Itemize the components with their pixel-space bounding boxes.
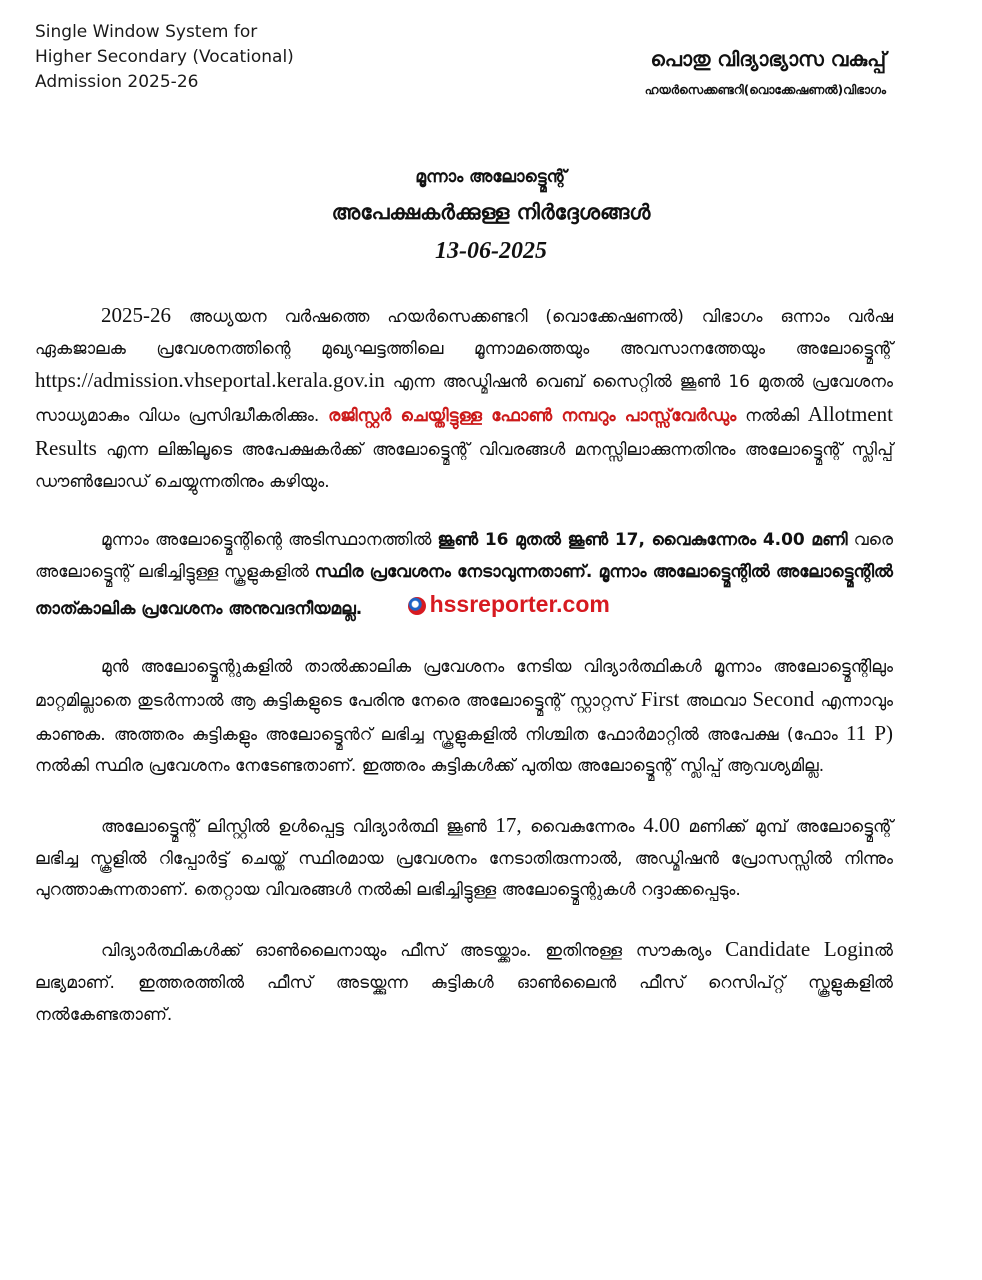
deadline-time: 4.00 (643, 812, 680, 837)
allotment-results-link[interactable]: Allotment Results (35, 402, 893, 460)
system-title-line-1: Single Window System for (35, 22, 258, 42)
allotment-title: മൂന്നാം അലോട്ട്മെന്റ് (415, 167, 567, 187)
status-first: First (640, 686, 680, 711)
p1-text-b: എന്ന അഡ്മിഷൻ വെബ് സൈറ്റിൽ ജൂൺ 16 മുതൽ പ്രവേശനം സാധ്യമാകും വിധം പ്രസിദ്ധീകരിക്കും. (35, 372, 894, 427)
form-number: 11 P) (845, 720, 893, 745)
admission-url[interactable]: https://admission.vhseportal.kerala.gov.in (35, 368, 385, 393)
paragraph-3 (35, 652, 893, 783)
p3-text-a: മുൻ അലോട്ട്മെന്റുകളിൽ താൽക്കാലിക പ്രവേശനം നേടിയ വിദ്യാർത്ഥികൾ മൂന്നാം അലോട്ട്മെന്റിലും മാറ്റമില്ലാതെ തുടർന്നാൽ ആ കുട്ടികളുടെ പേരിനു നേരെ അലോട്ട്മെന്റ് സ്റ്റാറ്റസ് (35, 657, 893, 711)
system-title-line-3: Admission 2025-26 (35, 72, 199, 92)
p1-text-a: അധ്യയന വർഷത്തെ ഹയർസെക്കണ്ടറി (വൊക്കേഷണൽ) വിഭാഗം ഒന്നാം വർഷ ഏകജാലക പ്രവേശനത്തിന്റെ മുഖ്യഘട്ടത്തിലെ മൂന്നാമത്തെയും അവസാനത്തേയും അലോട്ട്മെന്റ് (35, 307, 893, 359)
watermark (408, 589, 610, 621)
candidate-login-link[interactable]: Candidate Login (725, 937, 875, 962)
paragraph-4 (35, 810, 893, 907)
department-block (645, 44, 886, 102)
status-second: Second (752, 686, 815, 711)
p5-text-a: വിദ്യാർത്ഥികൾക്ക് ഓൺലൈനായും ഫീസ് അടയ്ക്കാം. ഇതിനുള്ള സൗകര്യം (101, 941, 712, 962)
academic-year: 2025-26 (101, 303, 171, 327)
system-title-line-2: Higher Secondary (Vocational) (35, 47, 294, 67)
sub-department-name: ഹയർസെക്കണ്ടറി(വൊക്കേഷണൽ)വിഭാഗം (644, 83, 886, 97)
credentials-highlight: രജിസ്റ്റർ ചെയ്തിട്ടുള്ള ഫോൺ നമ്പറും പാസ്സ്‌വേർഡും (328, 406, 737, 427)
p1-text-d: എന്ന ലിങ്കിലൂടെ അപേക്ഷകർക്ക് അലോട്ട്മെന്റ് വിവരങ്ങൾ മനസ്സിലാക്കുന്നതിനും അലോട്ട്മെന്റ് സ്ലിപ്പ് ഡൗൺലോഡ് ചെയ്യുന്നതിനും കഴിയും. (35, 439, 894, 492)
watermark-text: hssreporter.com (429, 590, 610, 617)
p4-text-a: അലോട്ട്മെന്റ് ലിസ്റ്റിൽ ഉൾപ്പെട്ട വിദ്യാർത്ഥി ജൂൺ (101, 816, 487, 837)
document-date: 13-06-2025 (435, 238, 547, 264)
p5-text-b: ൽ ലഭ്യമാണ്. ഇത്തരത്തിൽ ഫീസ് അടയ്ക്കുന്ന കുട്ടികൾ ഓൺലൈൻ ഫീസ് റെസിപ്റ്റ് സ്കൂളുകളിൽ നൽകേണ്ടതാണ്. (35, 941, 893, 1025)
paragraph-1 (35, 300, 893, 498)
p1-text-c: നൽകി (745, 406, 800, 427)
p4-text-b: വൈകുന്നേരം (530, 816, 635, 837)
p3-text-b: അഥവാ (685, 690, 747, 711)
instructions-title: അപേക്ഷകർക്കുള്ള നിർദ്ദേശങ്ങൾ (331, 200, 651, 224)
paragraph-5 (35, 934, 893, 1031)
p4-text-c: മണിക്ക് മുമ്പ് അലോട്ട്മെന്റ് ലഭിച്ച സ്കൂളിൽ റിപ്പോർട്ട് ചെയ്ത് സ്ഥിരമായ പ്രവേശനം നേടാതിരുന്നാൽ, അഡ്മിഷൻ പ്രോസസ്സിൽ നിന്നും പുറത്താകുന്നതാണ്. തെറ്റായ വിവരങ്ങൾ നൽകി ലഭിച്ചിട്ടുള്ള അലോട്ട്മെന്റുകൾ റദ്ദാക്കപ്പെടും. (35, 816, 893, 901)
p2-text-b: വരെ അലോട്ട്മെന്റ് ലഭിച്ചിട്ടുള്ള സ്കൂളുകളിൽ (35, 530, 893, 582)
deadline-day: 17, (495, 812, 522, 837)
system-title-block (35, 20, 294, 95)
document-body (35, 300, 893, 1031)
watermark-logo-icon (408, 597, 426, 615)
department-name: പൊതു വിദ്യാഭ്യാസ വകുപ്പ് (650, 47, 886, 71)
p3-text-c: എന്നാവും കാണുക. അത്തരം കുട്ടികളും അലോട്ട്മെൻറ് ലഭിച്ച സ്കൂളുകളിൽ നിശ്ചിത ഫോർമാറ്റിൽ അപേക്ഷ (ഫോം (35, 690, 894, 745)
p2-text-a: മൂന്നാം അലോട്ട്മെന്റിന്റെ അടിസ്ഥാനത്തിൽ (101, 530, 432, 551)
paragraph-2 (35, 525, 893, 625)
title-block (0, 160, 982, 272)
permanent-admission-note: സ്ഥിര പ്രവേശനം നേടാവുന്നതാണ്. മൂന്നാം അലോട്ട്മെന്റിൽ അലോട്ട്മെന്റിൽ താത്കാലിക പ്രവേശനം അനുവദനീയമല്ല. (35, 561, 893, 619)
p3-text-d: നൽകി സ്ഥിര പ്രവേശനം നേടേണ്ടതാണ്. ഇത്തരം കുട്ടികൾക്ക് പുതിയ അലോട്ട്മെന്റ് സ്ലിപ്പ് ആവശ്യമില്ല. (35, 756, 825, 777)
admission-deadline: ജൂൺ 16 മുതൽ ജൂൺ 17, വൈകുന്നേരം 4.00 മണി (437, 530, 848, 551)
